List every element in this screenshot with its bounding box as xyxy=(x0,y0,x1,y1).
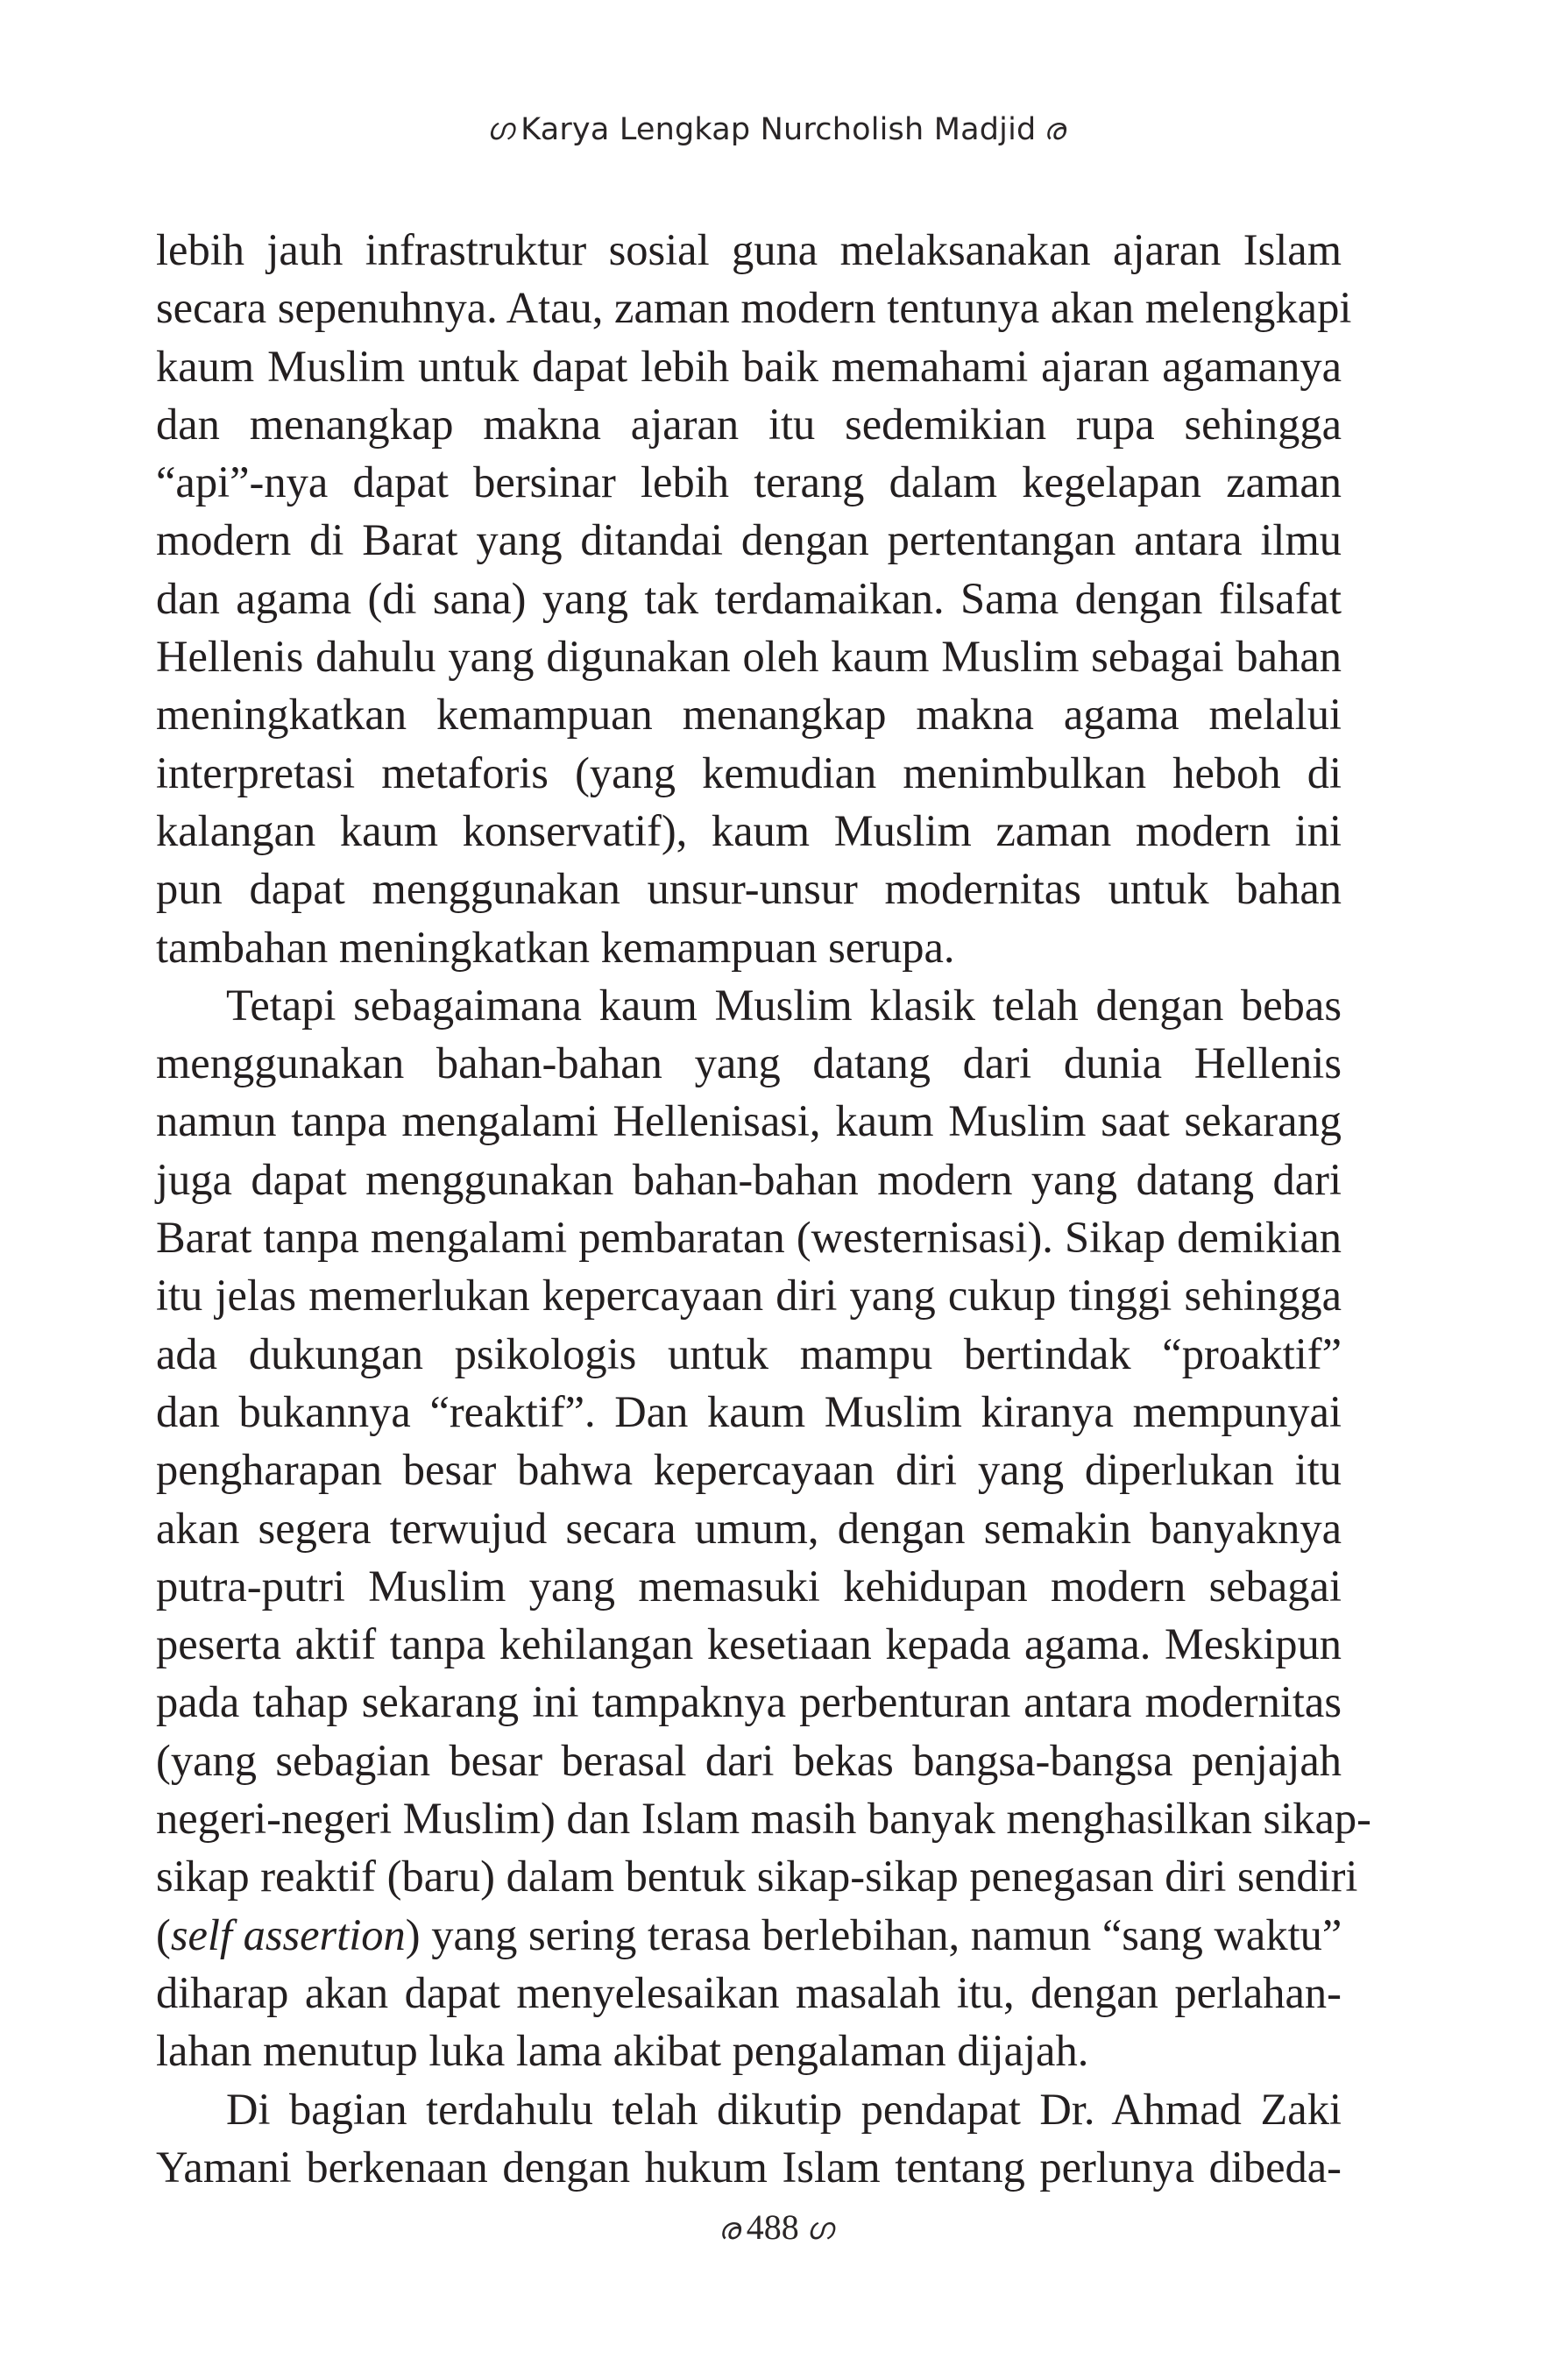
text-line: dan bukannya “reaktif”. Dan kaum Muslim kiranya mempunyai xyxy=(156,1386,1342,1436)
text-line: pada tahap sekarang ini tampaknya perbenturan antara modernitas xyxy=(156,1677,1342,1727)
text-line: itu jelas memerlukan kepercayaan diri yang cukup tinggi sehingga xyxy=(156,1271,1342,1321)
text-line: juga dapat menggunakan bahan-bahan modern yang datang dari xyxy=(156,1154,1342,1204)
text-line: modern di Barat yang ditandai dengan pertentangan antara ilmu xyxy=(156,515,1342,565)
paragraph-2 xyxy=(156,976,1371,2080)
open-paren: ( xyxy=(156,1909,171,1959)
running-header xyxy=(0,112,1551,147)
text-line: pengharapan besar bahwa kepercayaan diri yang diperlukan itu xyxy=(156,1445,1342,1495)
text-line: dan menangkap makna ajaran itu sedemikian rupa sehingga xyxy=(156,399,1342,449)
line-rest: ) yang sering terasa berlebihan, namun “sang waktu” xyxy=(405,1909,1342,1959)
text-line: Hellenis dahulu yang digunakan oleh kaum Muslim sebagai bahan xyxy=(156,632,1342,682)
body-text xyxy=(156,221,1371,2196)
italic-term: self assertion xyxy=(170,1909,406,1959)
text-line: putra-putri Muslim yang memasuki kehidupan modern sebagai xyxy=(156,1561,1342,1611)
text-line: peserta aktif tanpa kehilangan kesetiaan kepada agama. Meskipun xyxy=(156,1619,1342,1669)
page-footer xyxy=(0,2206,1551,2248)
text-line: Yamani berkenaan dengan hukum Islam tentang perlunya dibeda- xyxy=(156,2142,1342,2192)
text-line: meningkatkan kemampuan menangkap makna agama melalui xyxy=(156,690,1342,740)
text-line: “api”-nya dapat bersinar lebih terang dalam kegelapan zaman xyxy=(156,457,1342,507)
text-line: dan agama (di sana) yang tak terdamaikan. Sama dengan filsafat xyxy=(156,573,1342,623)
ornament-left-icon: ഗ xyxy=(486,112,514,147)
text-line: Barat tanpa mengalami pembaratan (westernisasi). Sikap demikian xyxy=(156,1213,1342,1263)
text-line: kaum Muslim untuk dapat lebih baik memahami ajaran agamanya xyxy=(156,341,1342,391)
ornament-right-icon: ഗ xyxy=(805,2212,833,2247)
paragraph-3 xyxy=(156,2080,1342,2197)
text-line: pun dapat menggunakan unsur-unsur modernitas untuk bahan xyxy=(156,864,1342,914)
text-line: negeri-negeri Muslim) dan Islam masih banyak menghasilkan sikap- xyxy=(156,1794,1371,1844)
paragraph-1 xyxy=(156,221,1352,976)
text-line: akan segera terwujud secara umum, dengan semakin banyaknya xyxy=(156,1503,1342,1553)
text-line: secara sepenuhnya. Atau, zaman modern tentunya akan melengkapi xyxy=(156,283,1352,333)
text-line: namun tanpa mengalami Hellenisasi, kaum Muslim saat sekarang xyxy=(156,1096,1342,1146)
text-line-italic xyxy=(156,1906,1342,1964)
text-line: (yang sebagian besar berasal dari bekas bangsa-bangsa penjajah xyxy=(156,1735,1342,1785)
text-line: lahan menutup luka lama akibat pengalaman dijajah. xyxy=(156,2026,1089,2076)
header-title: Karya Lengkap Nurcholish Madjid xyxy=(521,112,1037,147)
text-line: lebih jauh infrastruktur sosial guna melaksanakan ajaran Islam xyxy=(156,225,1342,274)
text-line: interpretasi metaforis (yang kemudian menimbulkan heboh di xyxy=(156,747,1342,797)
text-line: Tetapi sebagaimana kaum Muslim klasik telah dengan bebas xyxy=(226,980,1342,1030)
text-line: ada dukungan psikologis untuk mampu bertindak “proaktif” xyxy=(156,1328,1342,1378)
text-line: menggunakan bahan-bahan yang datang dari dunia Hellenis xyxy=(156,1038,1342,1088)
page-number: 488 xyxy=(746,2207,799,2247)
text-line: kalangan kaum konservatif), kaum Muslim zaman modern ini xyxy=(156,805,1342,855)
ornament-left-icon: ര xyxy=(718,2212,740,2247)
text-line: Di bagian terdahulu telah dikutip pendapat Dr. Ahmad Zaki xyxy=(226,2084,1342,2134)
ornament-right-icon: ര xyxy=(1043,112,1065,147)
text-line: sikap reaktif (baru) dalam bentuk sikap-sikap penegasan diri sendiri xyxy=(156,1852,1358,1902)
text-line: tambahan meningkatkan kemampuan serupa. xyxy=(156,922,955,972)
text-line: diharap akan dapat menyelesaikan masalah itu, dengan perlahan- xyxy=(156,1967,1342,2017)
